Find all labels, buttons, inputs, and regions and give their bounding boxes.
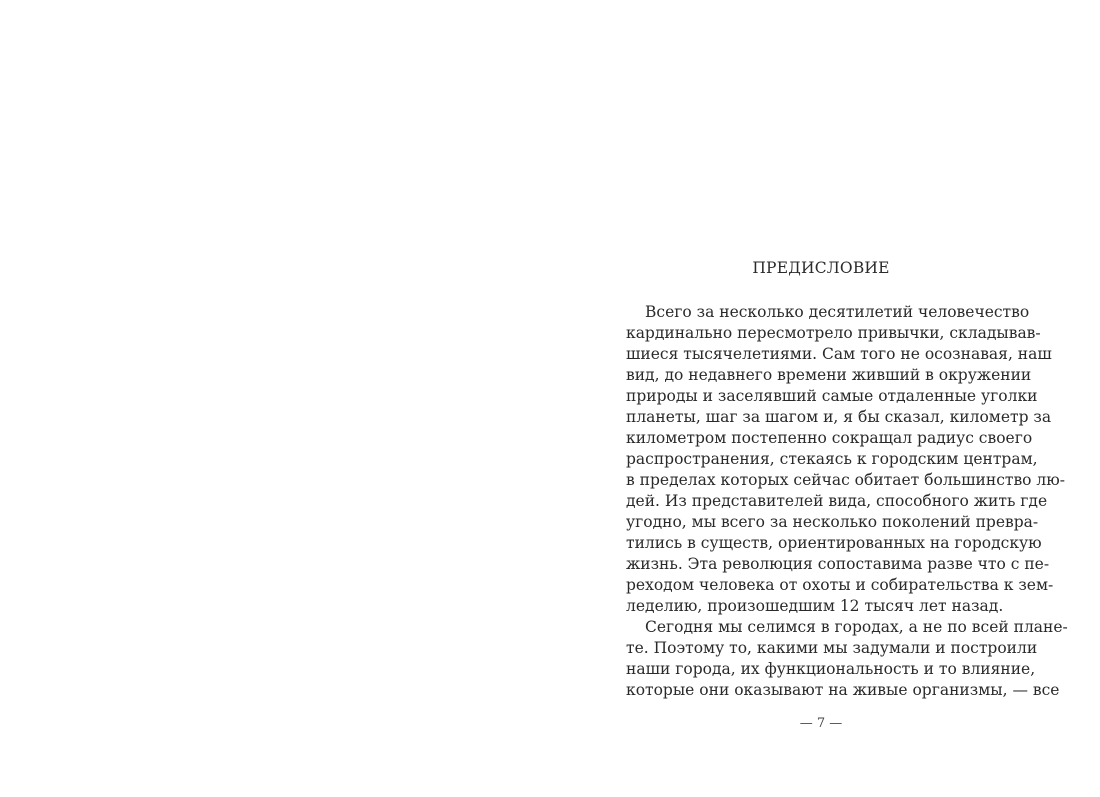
text-line: километром постепенно сокращал радиус своего xyxy=(626,429,1033,447)
text-line: вид, до недавнего времени живший в окружении xyxy=(626,366,1032,384)
text-line: те. Поэтому то, какими мы задумали и построили xyxy=(626,639,1038,657)
text-line: распространения, стекаясь к городским центрам, xyxy=(626,450,1038,468)
text-line: дей. Из представителей вида, способного жить где xyxy=(626,492,1048,510)
text-line: жизнь. Эта революция сопоставима разве что с пе- xyxy=(626,555,1050,573)
text-line: Сегодня мы селимся в городах, а не по всей плане- xyxy=(645,618,1068,636)
text-line: планеты, шаг за шагом и, я бы сказал, километр за xyxy=(626,408,1052,426)
text-line: реходом человека от охоты и собирательства к зем- xyxy=(626,576,1054,594)
page-number: — 7 — xyxy=(799,716,843,731)
text-line: в пределах которых сейчас обитает большинство лю- xyxy=(626,471,1066,489)
text-line: шиеся тысячелетиями. Сам того не осознавая, наш xyxy=(626,345,1052,363)
chapter-heading: ПРЕДИСЛОВИЕ xyxy=(752,259,890,277)
text-line: угодно, мы всего за несколько поколений превра- xyxy=(626,513,1039,531)
text-line: природы и заселявший самые отдаленные уголки xyxy=(626,387,1038,405)
body-text xyxy=(626,302,1068,701)
text-line: которые они оказывают на живые организмы, — все xyxy=(626,681,1060,699)
text-line: леделию, произошедшим 12 тысяч лет назад. xyxy=(626,597,1004,615)
text-line: наши города, их функциональность и то влияние, xyxy=(626,660,1036,678)
right-page xyxy=(550,0,1100,797)
text-line: кардинально пересмотрело привычки, складывав- xyxy=(626,324,1041,342)
text-line: тились в существ, ориентированных на городскую xyxy=(626,534,1042,552)
text-line: Всего за несколько десятилетий человечество xyxy=(645,303,1030,321)
